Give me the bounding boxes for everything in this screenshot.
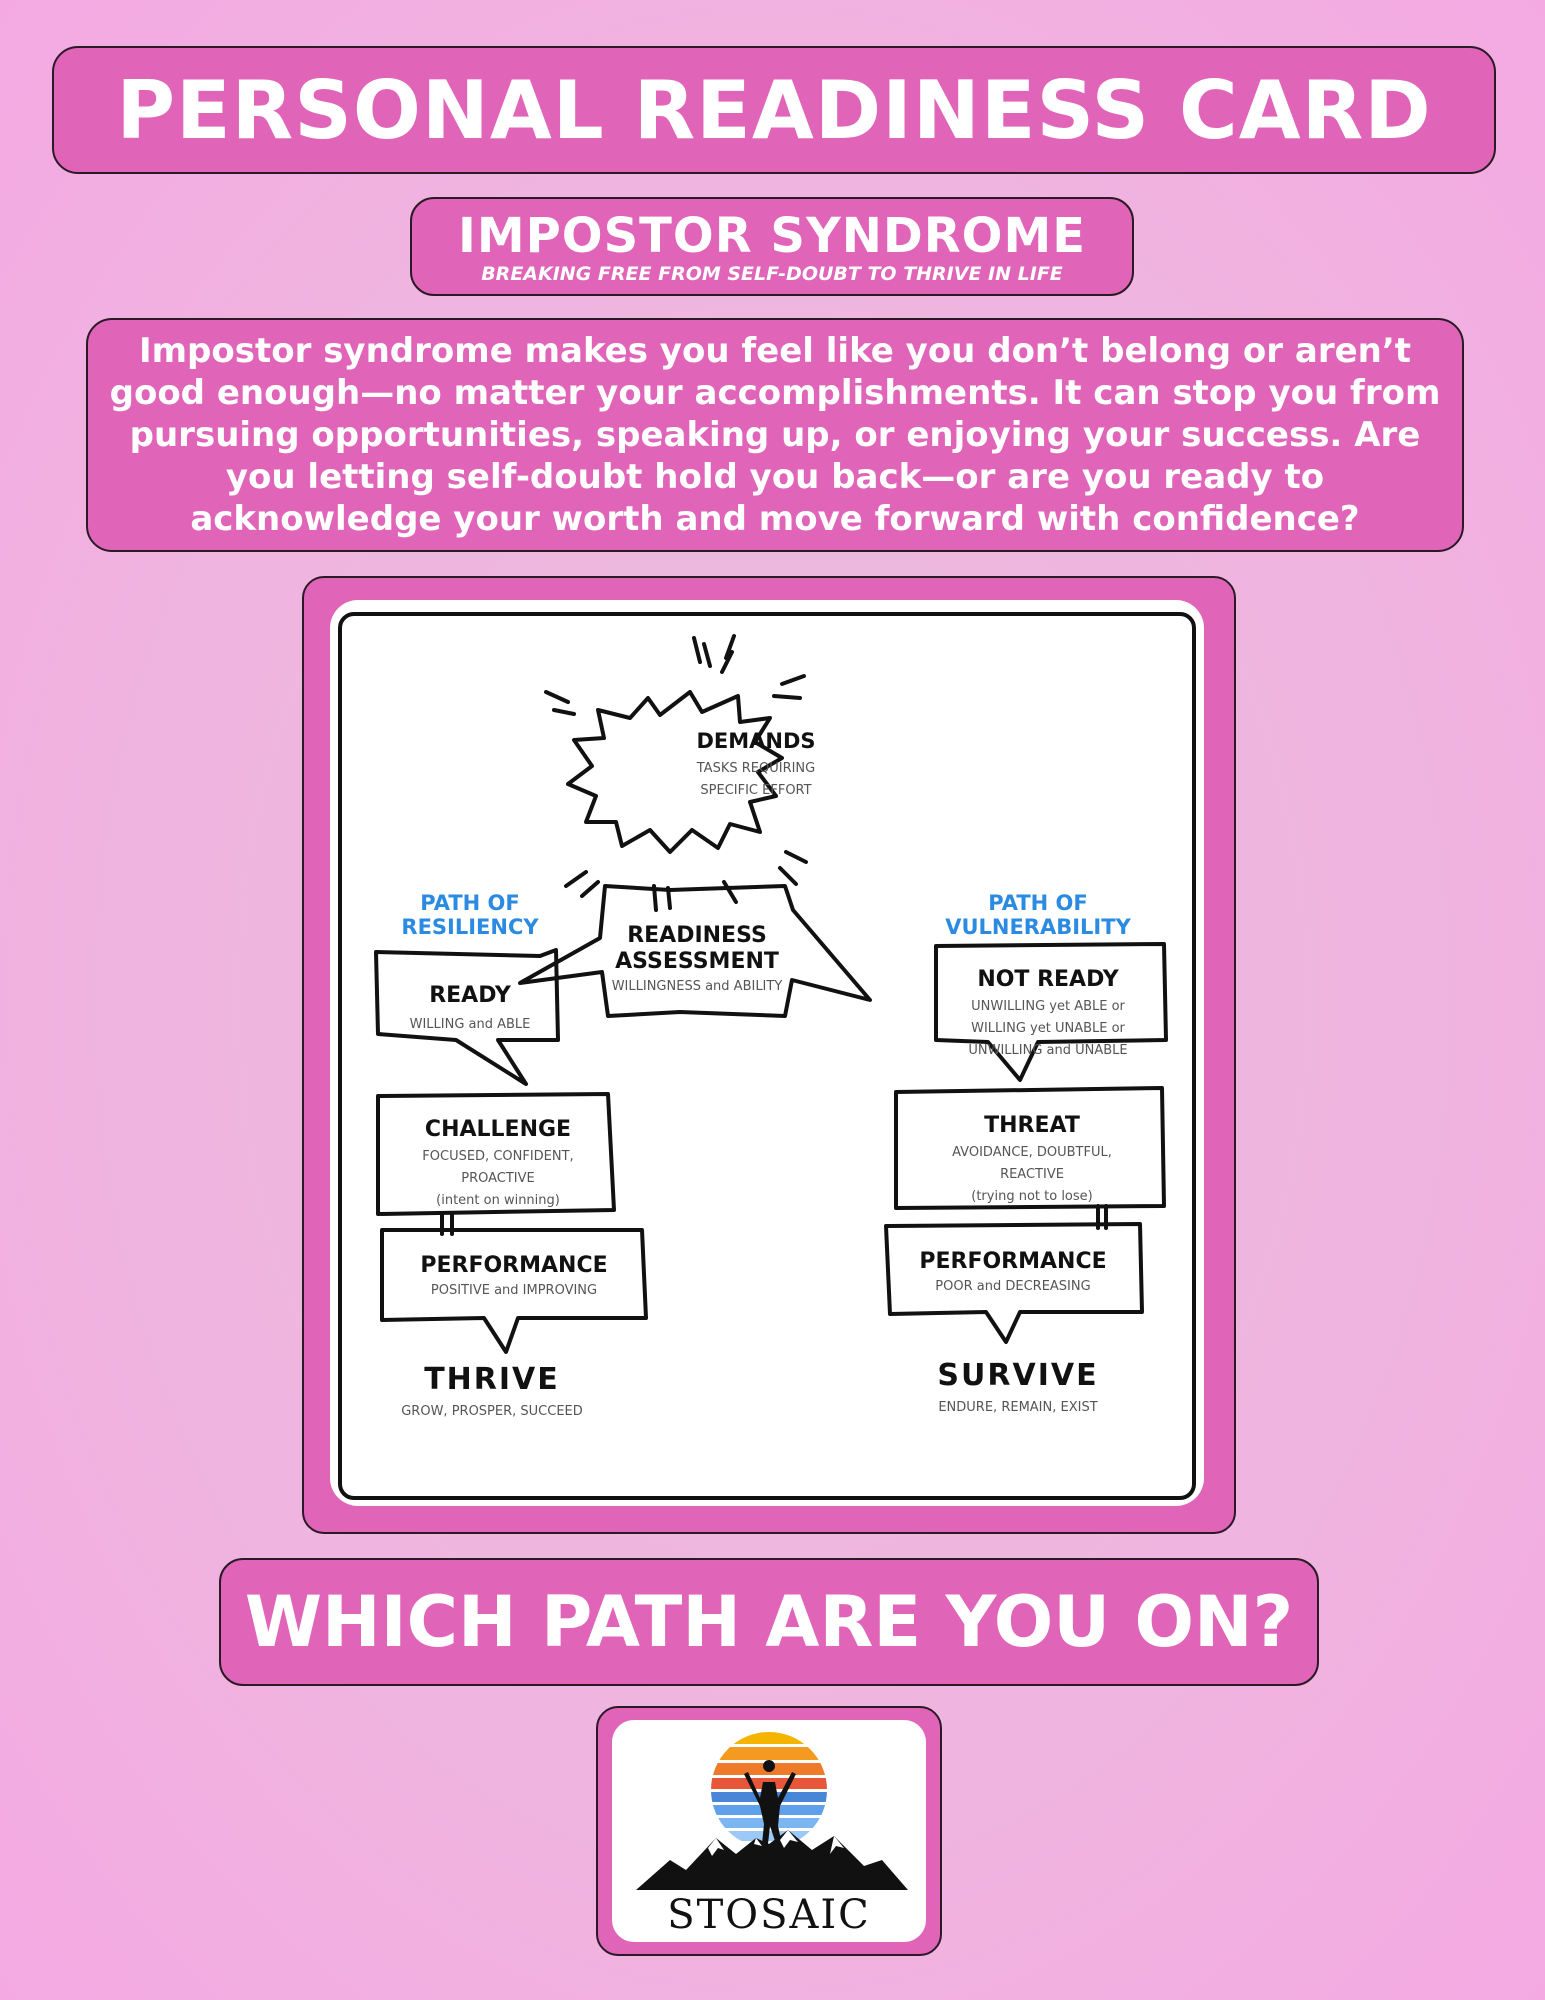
thrive-label: THRIVE [424, 1362, 560, 1397]
not-ready-title: NOT READY [977, 967, 1119, 992]
threat-line2: REACTIVE [1000, 1167, 1064, 1182]
threat-line1: AVOIDANCE, DOUBTFUL, [952, 1145, 1112, 1160]
ready-title: READY [429, 983, 511, 1008]
intro-panel [86, 318, 1464, 552]
topic-tagline: BREAKING FREE FROM SELF-DOUBT TO THRIVE IN LIFE [481, 262, 1063, 285]
right-path-label2: VULNERABILITY [945, 915, 1131, 939]
not-ready-line1: UNWILLING yet ABLE or [971, 999, 1125, 1014]
topic-banner [410, 197, 1134, 296]
challenge-line1: FOCUSED, CONFIDENT, [422, 1149, 574, 1164]
diagram-frame [302, 576, 1236, 1534]
survive-label: SURVIVE [937, 1358, 1099, 1393]
left-path-label1: PATH OF [420, 891, 520, 915]
thrive-sub: GROW, PROSPER, SUCCEED [401, 1404, 583, 1419]
threat-line3: (trying not to lose) [971, 1189, 1093, 1204]
topic-title: IMPOSTOR SYNDROME [457, 207, 1087, 264]
logo-wordmark: STOSAIC [667, 1892, 871, 1938]
diagram-canvas [330, 600, 1204, 1506]
right-performance-sub: POOR and DECREASING [935, 1279, 1091, 1294]
readiness-diagram [330, 600, 1204, 1506]
demands-line1: TASKS REQUIRING [696, 761, 816, 776]
logo-graphic [612, 1720, 926, 1942]
challenge-line2: PROACTIVE [461, 1171, 535, 1186]
ready-sub: WILLING and ABLE [409, 1017, 531, 1032]
demands-title: DEMANDS [696, 729, 816, 753]
right-path-label1: PATH OF [988, 891, 1088, 915]
demands-line2: SPECIFIC EFFORT [700, 783, 812, 798]
page-title: PERSONAL READINESS CARD [116, 63, 1432, 157]
stosaic-logo [612, 1720, 926, 1942]
logo-frame [596, 1706, 942, 1956]
not-ready-line3: UNWILLING and UNABLE [968, 1043, 1128, 1058]
assessment-title2: ASSESSMENT [615, 949, 779, 974]
question-banner [219, 1558, 1319, 1686]
survive-sub: ENDURE, REMAIN, EXIST [938, 1400, 1098, 1415]
challenge-line3: (intent on winning) [436, 1193, 560, 1208]
threat-title: THREAT [984, 1113, 1080, 1138]
question-text: WHICH PATH ARE YOU ON? [244, 1581, 1294, 1663]
left-performance-title: PERFORMANCE [420, 1253, 608, 1278]
title-banner [52, 46, 1496, 174]
challenge-title: CHALLENGE [424, 1117, 572, 1142]
assessment-sub: WILLINGNESS and ABILITY [611, 979, 783, 994]
assessment-title1: READINESS [627, 923, 767, 948]
left-path-label2: RESILIENCY [401, 915, 539, 939]
intro-text: Impostor syndrome makes you feel like you don’t belong or aren’t good enough—no matter your accomplishments. It can stop you from pursuing opportunities, speaking up, or enjoying your success. Are you letting self-doubt hold you back—or are you ready to acknowledge your worth and move forward with confidence? [109, 331, 1441, 539]
right-performance-title: PERFORMANCE [919, 1249, 1107, 1274]
not-ready-line2: WILLING yet UNABLE or [971, 1021, 1125, 1036]
left-performance-sub: POSITIVE and IMPROVING [430, 1283, 598, 1298]
